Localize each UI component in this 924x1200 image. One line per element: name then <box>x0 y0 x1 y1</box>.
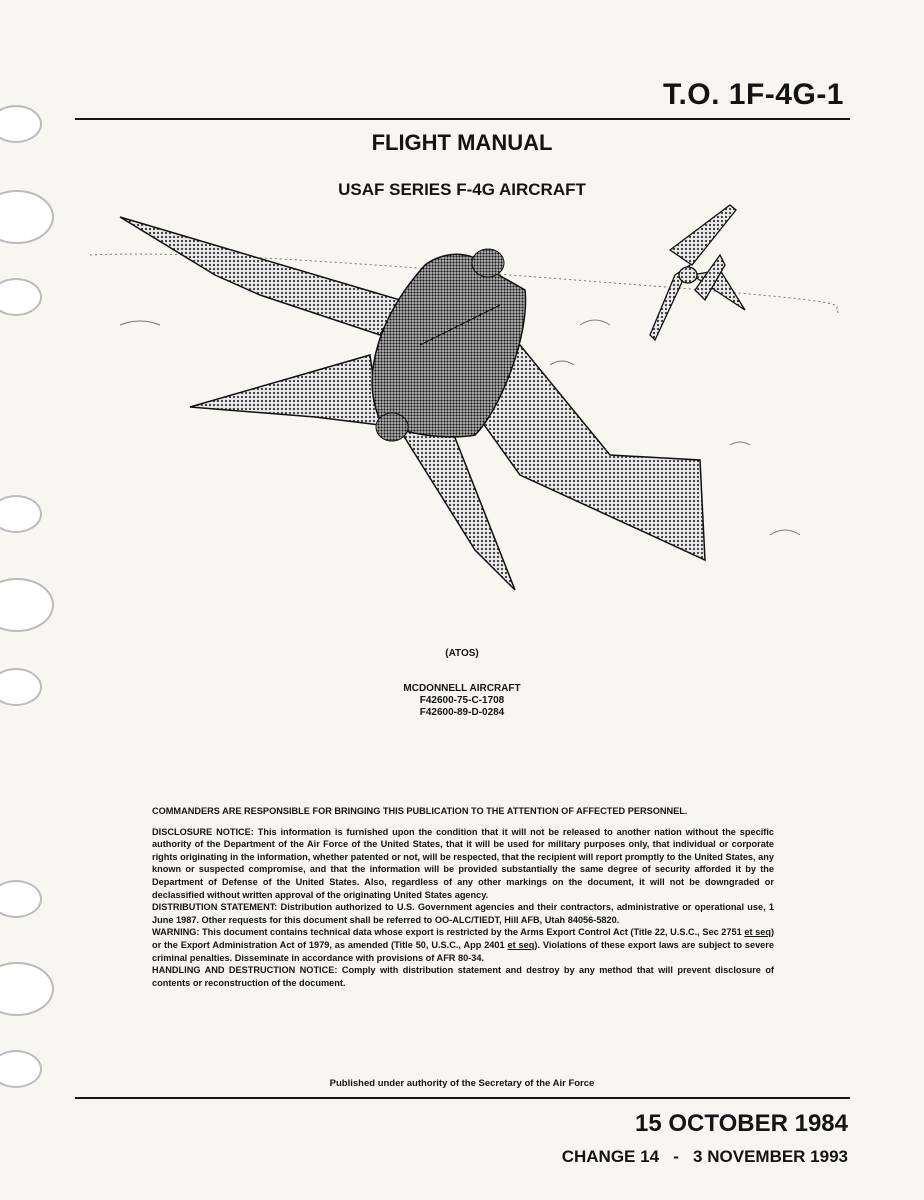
contract-number: F42600-89-D-0284 <box>419 707 505 718</box>
binder-hole <box>0 962 54 1016</box>
commanders-notice: COMMANDERS ARE RESPONSIBLE FOR BRINGING THIS PUBLICATION TO THE ATTENTION OF AFFECTED PERSONNEL. <box>152 806 688 816</box>
top-rule <box>75 118 850 120</box>
change-label: CHANGE 14 <box>561 1147 660 1166</box>
et-seq-text: et seq <box>507 939 535 950</box>
publication-date: 15 OCTOBER 1984 <box>635 1110 848 1137</box>
change-date: 3 NOVEMBER 1993 <box>693 1147 848 1166</box>
handling-notice: HANDLING AND DESTRUCTION NOTICE: Comply with distribution statement and destroy by any method that will prevent disclosure of contents or reconstruction of the document. <box>152 965 774 988</box>
binder-hole <box>0 578 54 632</box>
disclosure-notice: DISCLOSURE NOTICE: This information is furnished upon the condition that it will not be released to another nation without the specific authority of the Department of the Air Force of the United States, that it will be used for military purposes only, that individual or corporate rights originating in the information, whether patented or not, will be respected, that the recipient will report promptly to the United States, any known or suspected compromise, and that the information will be provided substantially the same degree of security afforded it by the Department of Defense of the United States. Also, regardless of any other markings on the document, it will not be downgraded or declassified without written approval of the originating United States agency. <box>152 826 774 900</box>
bottom-rule <box>75 1097 850 1099</box>
distribution-statement: DISTRIBUTION STATEMENT: Distribution authorized to U.S. Government agencies and their contractors, administrative or operational use, 1 June 1987. Other requests for this document shall be referred to OO-ALC/TIEDT, Hill AFB, Utah 84056-5820. <box>152 902 774 925</box>
authority-line: Published under authority of the Secretary of the Air Force <box>329 1078 595 1089</box>
warning-text: ). Violations of these export laws are subject to severe criminal penalties. Disseminate in accordance with provisions of AFR 80-34. <box>152 939 774 963</box>
binder-hole <box>0 278 42 316</box>
notices-block <box>152 805 774 989</box>
warning-text: WARNING: This document contains technical data whose export is restricted by the Arms Export Control Act (Title 22, U.S.C., Sec 2751 <box>152 927 745 938</box>
contractor-block <box>0 683 924 719</box>
contractor-name: MCDONNELL AIRCRAFT <box>403 683 521 694</box>
warning-text: ) or the Export Administration Act of 1979, as amended (Title 50, U.S.C., App 2401 <box>152 927 774 950</box>
atos-label: (ATOS) <box>445 648 479 659</box>
change-line <box>562 1147 848 1167</box>
binder-hole <box>0 880 42 918</box>
to-number: T.O. 1F-4G-1 <box>662 78 844 111</box>
warning-notice <box>152 926 774 964</box>
manual-subtitle: USAF SERIES F-4G AIRCRAFT <box>338 180 586 199</box>
binder-hole <box>0 495 42 533</box>
et-seq-text: et seq <box>744 927 771 938</box>
change-separator: - <box>673 1147 679 1166</box>
contract-number: F42600-75-C-1708 <box>419 695 505 706</box>
manual-title: FLIGHT MANUAL <box>371 130 553 155</box>
aircraft-illustration <box>80 195 850 630</box>
